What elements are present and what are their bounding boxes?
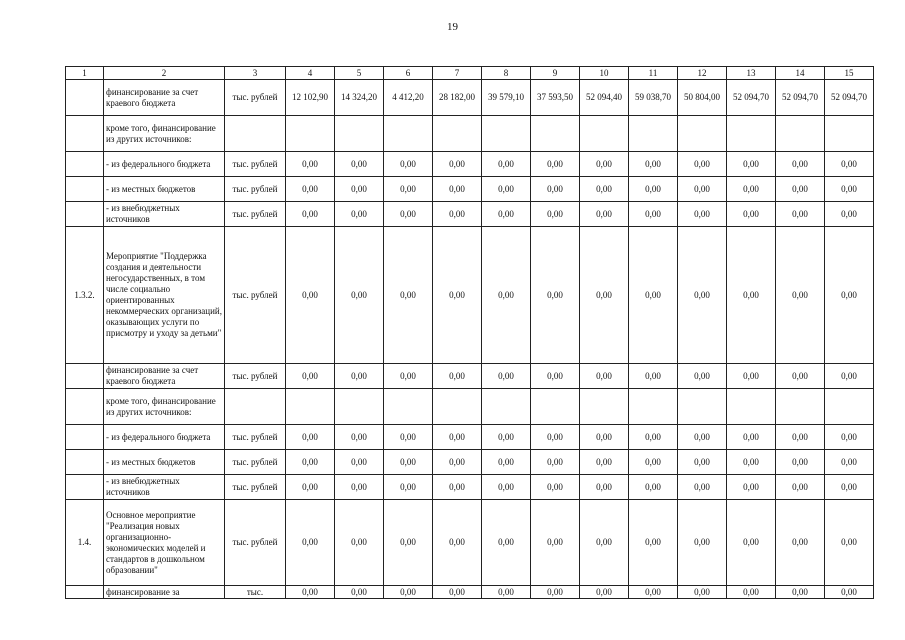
value-cell: 0,00	[433, 425, 482, 450]
row-name: - из внебюджетных источников	[104, 475, 225, 500]
value-cell: 0,00	[335, 227, 384, 364]
value-cell: 0,00	[629, 227, 678, 364]
value-cell: 0,00	[629, 586, 678, 599]
row-name: финансирование за	[104, 586, 225, 599]
row-unit	[225, 116, 286, 152]
table-row	[66, 227, 874, 364]
table-row	[66, 389, 874, 425]
value-cell	[433, 389, 482, 425]
value-cell: 0,00	[286, 227, 335, 364]
value-cell	[580, 116, 629, 152]
value-cell: 0,00	[335, 177, 384, 202]
row-unit: тыс. рублей	[225, 177, 286, 202]
value-cell: 0,00	[433, 177, 482, 202]
value-cell: 0,00	[335, 425, 384, 450]
value-cell	[531, 389, 580, 425]
row-name: финансирование за счет краевого бюджета	[104, 80, 225, 116]
value-cell: 0,00	[531, 202, 580, 227]
row-name: кроме того, финансирование из других источников:	[104, 389, 225, 425]
value-cell: 0,00	[384, 227, 433, 364]
value-cell	[335, 116, 384, 152]
value-cell: 0,00	[482, 586, 531, 599]
value-cell: 0,00	[580, 152, 629, 177]
column-header: 14	[776, 67, 825, 80]
row-name: Основное мероприятие "Реализация новых организационно-экономических моделей и стандартов в дошкольном образовании"	[104, 500, 225, 586]
value-cell	[825, 389, 874, 425]
row-name: кроме того, финансирование из других источников:	[104, 116, 225, 152]
table-row	[66, 500, 874, 586]
row-index	[66, 389, 104, 425]
value-cell: 0,00	[776, 586, 825, 599]
row-unit: тыс. рублей	[225, 152, 286, 177]
value-cell: 0,00	[531, 475, 580, 500]
row-unit: тыс. рублей	[225, 80, 286, 116]
value-cell	[776, 116, 825, 152]
column-header: 6	[384, 67, 433, 80]
value-cell: 0,00	[433, 364, 482, 389]
column-header: 13	[727, 67, 776, 80]
row-index	[66, 364, 104, 389]
value-cell: 0,00	[678, 202, 727, 227]
value-cell: 39 579,10	[482, 80, 531, 116]
value-cell: 0,00	[678, 500, 727, 586]
value-cell: 0,00	[384, 202, 433, 227]
value-cell: 0,00	[335, 586, 384, 599]
table-row	[66, 475, 874, 500]
value-cell: 0,00	[825, 586, 874, 599]
table-row	[66, 425, 874, 450]
value-cell: 0,00	[482, 475, 531, 500]
row-unit: тыс. рублей	[225, 202, 286, 227]
value-cell: 0,00	[727, 227, 776, 364]
value-cell: 0,00	[531, 364, 580, 389]
row-unit: тыс. рублей	[225, 475, 286, 500]
value-cell: 0,00	[678, 177, 727, 202]
value-cell: 0,00	[531, 227, 580, 364]
row-name: - из федерального бюджета	[104, 425, 225, 450]
value-cell: 0,00	[629, 177, 678, 202]
row-unit	[225, 389, 286, 425]
value-cell: 0,00	[580, 500, 629, 586]
row-index	[66, 152, 104, 177]
column-header: 5	[335, 67, 384, 80]
table-row	[66, 450, 874, 475]
value-cell: 0,00	[335, 364, 384, 389]
value-cell: 0,00	[825, 364, 874, 389]
row-name: - из внебюджетных источников	[104, 202, 225, 227]
value-cell: 0,00	[433, 586, 482, 599]
value-cell: 4 412,20	[384, 80, 433, 116]
row-name: Мероприятие "Поддержка создания и деятельности негосударственных, в том числе социально ориентированных некоммерческих организаций, оказывающих услуги по присмотру и уходу за детьми"	[104, 227, 225, 364]
value-cell: 0,00	[727, 364, 776, 389]
value-cell: 0,00	[433, 227, 482, 364]
value-cell: 0,00	[727, 202, 776, 227]
value-cell: 0,00	[286, 152, 335, 177]
value-cell	[482, 389, 531, 425]
value-cell: 0,00	[482, 227, 531, 364]
row-unit: тыс. рублей	[225, 364, 286, 389]
value-cell: 0,00	[825, 475, 874, 500]
value-cell: 0,00	[825, 227, 874, 364]
value-cell: 0,00	[776, 450, 825, 475]
value-cell: 0,00	[776, 202, 825, 227]
column-header: 11	[629, 67, 678, 80]
value-cell: 0,00	[482, 450, 531, 475]
value-cell: 0,00	[629, 425, 678, 450]
value-cell: 0,00	[580, 425, 629, 450]
table-row	[66, 586, 874, 599]
value-cell: 0,00	[286, 177, 335, 202]
column-header: 8	[482, 67, 531, 80]
column-header: 2	[104, 67, 225, 80]
value-cell: 0,00	[335, 152, 384, 177]
table-row	[66, 177, 874, 202]
value-cell: 0,00	[825, 177, 874, 202]
value-cell: 0,00	[286, 202, 335, 227]
row-index	[66, 177, 104, 202]
row-index: 1.3.2.	[66, 227, 104, 364]
value-cell	[286, 389, 335, 425]
value-cell: 0,00	[727, 586, 776, 599]
value-cell: 0,00	[286, 500, 335, 586]
value-cell: 0,00	[384, 364, 433, 389]
value-cell: 0,00	[727, 475, 776, 500]
value-cell: 52 094,70	[825, 80, 874, 116]
column-number-row	[66, 67, 874, 80]
value-cell: 59 038,70	[629, 80, 678, 116]
value-cell: 0,00	[531, 450, 580, 475]
value-cell: 28 182,00	[433, 80, 482, 116]
row-unit: тыс.	[225, 586, 286, 599]
value-cell: 0,00	[580, 450, 629, 475]
value-cell: 0,00	[678, 475, 727, 500]
value-cell: 0,00	[825, 425, 874, 450]
value-cell: 0,00	[580, 475, 629, 500]
value-cell: 52 094,70	[727, 80, 776, 116]
value-cell: 0,00	[335, 475, 384, 500]
value-cell: 14 324,20	[335, 80, 384, 116]
value-cell: 0,00	[286, 364, 335, 389]
value-cell: 52 094,70	[776, 80, 825, 116]
value-cell: 0,00	[580, 364, 629, 389]
value-cell: 37 593,50	[531, 80, 580, 116]
value-cell: 0,00	[433, 475, 482, 500]
value-cell: 0,00	[433, 202, 482, 227]
table-row	[66, 202, 874, 227]
value-cell: 0,00	[384, 425, 433, 450]
value-cell: 0,00	[629, 450, 678, 475]
value-cell: 0,00	[629, 500, 678, 586]
row-unit: тыс. рублей	[225, 227, 286, 364]
value-cell	[433, 116, 482, 152]
value-cell: 0,00	[727, 177, 776, 202]
value-cell: 0,00	[482, 202, 531, 227]
value-cell: 0,00	[580, 177, 629, 202]
value-cell: 0,00	[825, 202, 874, 227]
table-row	[66, 116, 874, 152]
value-cell: 50 804,00	[678, 80, 727, 116]
column-header: 15	[825, 67, 874, 80]
row-name: - из местных бюджетов	[104, 450, 225, 475]
page-number: 19	[447, 21, 458, 33]
row-index	[66, 586, 104, 599]
row-index	[66, 425, 104, 450]
value-cell: 0,00	[825, 450, 874, 475]
row-index	[66, 450, 104, 475]
column-header: 7	[433, 67, 482, 80]
value-cell: 0,00	[384, 450, 433, 475]
value-cell	[580, 389, 629, 425]
value-cell: 52 094,40	[580, 80, 629, 116]
value-cell: 0,00	[629, 364, 678, 389]
column-header: 9	[531, 67, 580, 80]
value-cell: 0,00	[629, 475, 678, 500]
column-header: 4	[286, 67, 335, 80]
value-cell: 0,00	[531, 152, 580, 177]
value-cell	[286, 116, 335, 152]
table-row	[66, 364, 874, 389]
value-cell	[531, 116, 580, 152]
value-cell: 0,00	[825, 500, 874, 586]
value-cell: 0,00	[335, 500, 384, 586]
value-cell: 12 102,90	[286, 80, 335, 116]
value-cell: 0,00	[384, 177, 433, 202]
value-cell: 0,00	[776, 227, 825, 364]
value-cell	[335, 389, 384, 425]
value-cell: 0,00	[727, 500, 776, 586]
value-cell	[629, 116, 678, 152]
value-cell: 0,00	[580, 202, 629, 227]
value-cell: 0,00	[776, 177, 825, 202]
row-index	[66, 116, 104, 152]
value-cell: 0,00	[776, 500, 825, 586]
value-cell: 0,00	[629, 202, 678, 227]
value-cell: 0,00	[727, 425, 776, 450]
row-index	[66, 80, 104, 116]
value-cell: 0,00	[678, 364, 727, 389]
value-cell: 0,00	[482, 177, 531, 202]
value-cell: 0,00	[335, 202, 384, 227]
value-cell: 0,00	[286, 586, 335, 599]
value-cell: 0,00	[727, 450, 776, 475]
row-unit: тыс. рублей	[225, 450, 286, 475]
value-cell: 0,00	[580, 227, 629, 364]
value-cell: 0,00	[580, 586, 629, 599]
value-cell: 0,00	[629, 152, 678, 177]
table-row	[66, 80, 874, 116]
value-cell	[678, 389, 727, 425]
value-cell	[825, 116, 874, 152]
row-unit: тыс. рублей	[225, 500, 286, 586]
value-cell: 0,00	[286, 475, 335, 500]
value-cell: 0,00	[727, 152, 776, 177]
value-cell	[629, 389, 678, 425]
value-cell: 0,00	[776, 364, 825, 389]
row-index	[66, 475, 104, 500]
value-cell: 0,00	[482, 152, 531, 177]
value-cell	[727, 389, 776, 425]
value-cell: 0,00	[286, 425, 335, 450]
value-cell: 0,00	[335, 450, 384, 475]
value-cell	[776, 389, 825, 425]
value-cell: 0,00	[531, 425, 580, 450]
value-cell: 0,00	[678, 227, 727, 364]
value-cell: 0,00	[678, 450, 727, 475]
value-cell: 0,00	[433, 500, 482, 586]
value-cell: 0,00	[776, 152, 825, 177]
value-cell	[384, 389, 433, 425]
value-cell: 0,00	[825, 152, 874, 177]
value-cell: 0,00	[482, 500, 531, 586]
value-cell: 0,00	[384, 500, 433, 586]
row-name: - из местных бюджетов	[104, 177, 225, 202]
value-cell: 0,00	[776, 475, 825, 500]
value-cell: 0,00	[384, 586, 433, 599]
value-cell: 0,00	[286, 450, 335, 475]
value-cell: 0,00	[482, 364, 531, 389]
column-header: 12	[678, 67, 727, 80]
table-row	[66, 152, 874, 177]
column-header: 3	[225, 67, 286, 80]
value-cell: 0,00	[776, 425, 825, 450]
row-name: финансирование за счет краевого бюджета	[104, 364, 225, 389]
value-cell	[678, 116, 727, 152]
value-cell	[482, 116, 531, 152]
row-index: 1.4.	[66, 500, 104, 586]
column-header: 10	[580, 67, 629, 80]
value-cell: 0,00	[433, 152, 482, 177]
value-cell: 0,00	[384, 475, 433, 500]
row-index	[66, 202, 104, 227]
row-unit: тыс. рублей	[225, 425, 286, 450]
value-cell: 0,00	[482, 425, 531, 450]
value-cell	[727, 116, 776, 152]
value-cell: 0,00	[531, 500, 580, 586]
value-cell: 0,00	[531, 586, 580, 599]
value-cell	[384, 116, 433, 152]
value-cell: 0,00	[678, 152, 727, 177]
budget-table	[65, 66, 874, 599]
value-cell: 0,00	[678, 586, 727, 599]
row-name: - из федерального бюджета	[104, 152, 225, 177]
value-cell: 0,00	[678, 425, 727, 450]
value-cell: 0,00	[531, 177, 580, 202]
column-header: 1	[66, 67, 104, 80]
value-cell: 0,00	[433, 450, 482, 475]
value-cell: 0,00	[384, 152, 433, 177]
